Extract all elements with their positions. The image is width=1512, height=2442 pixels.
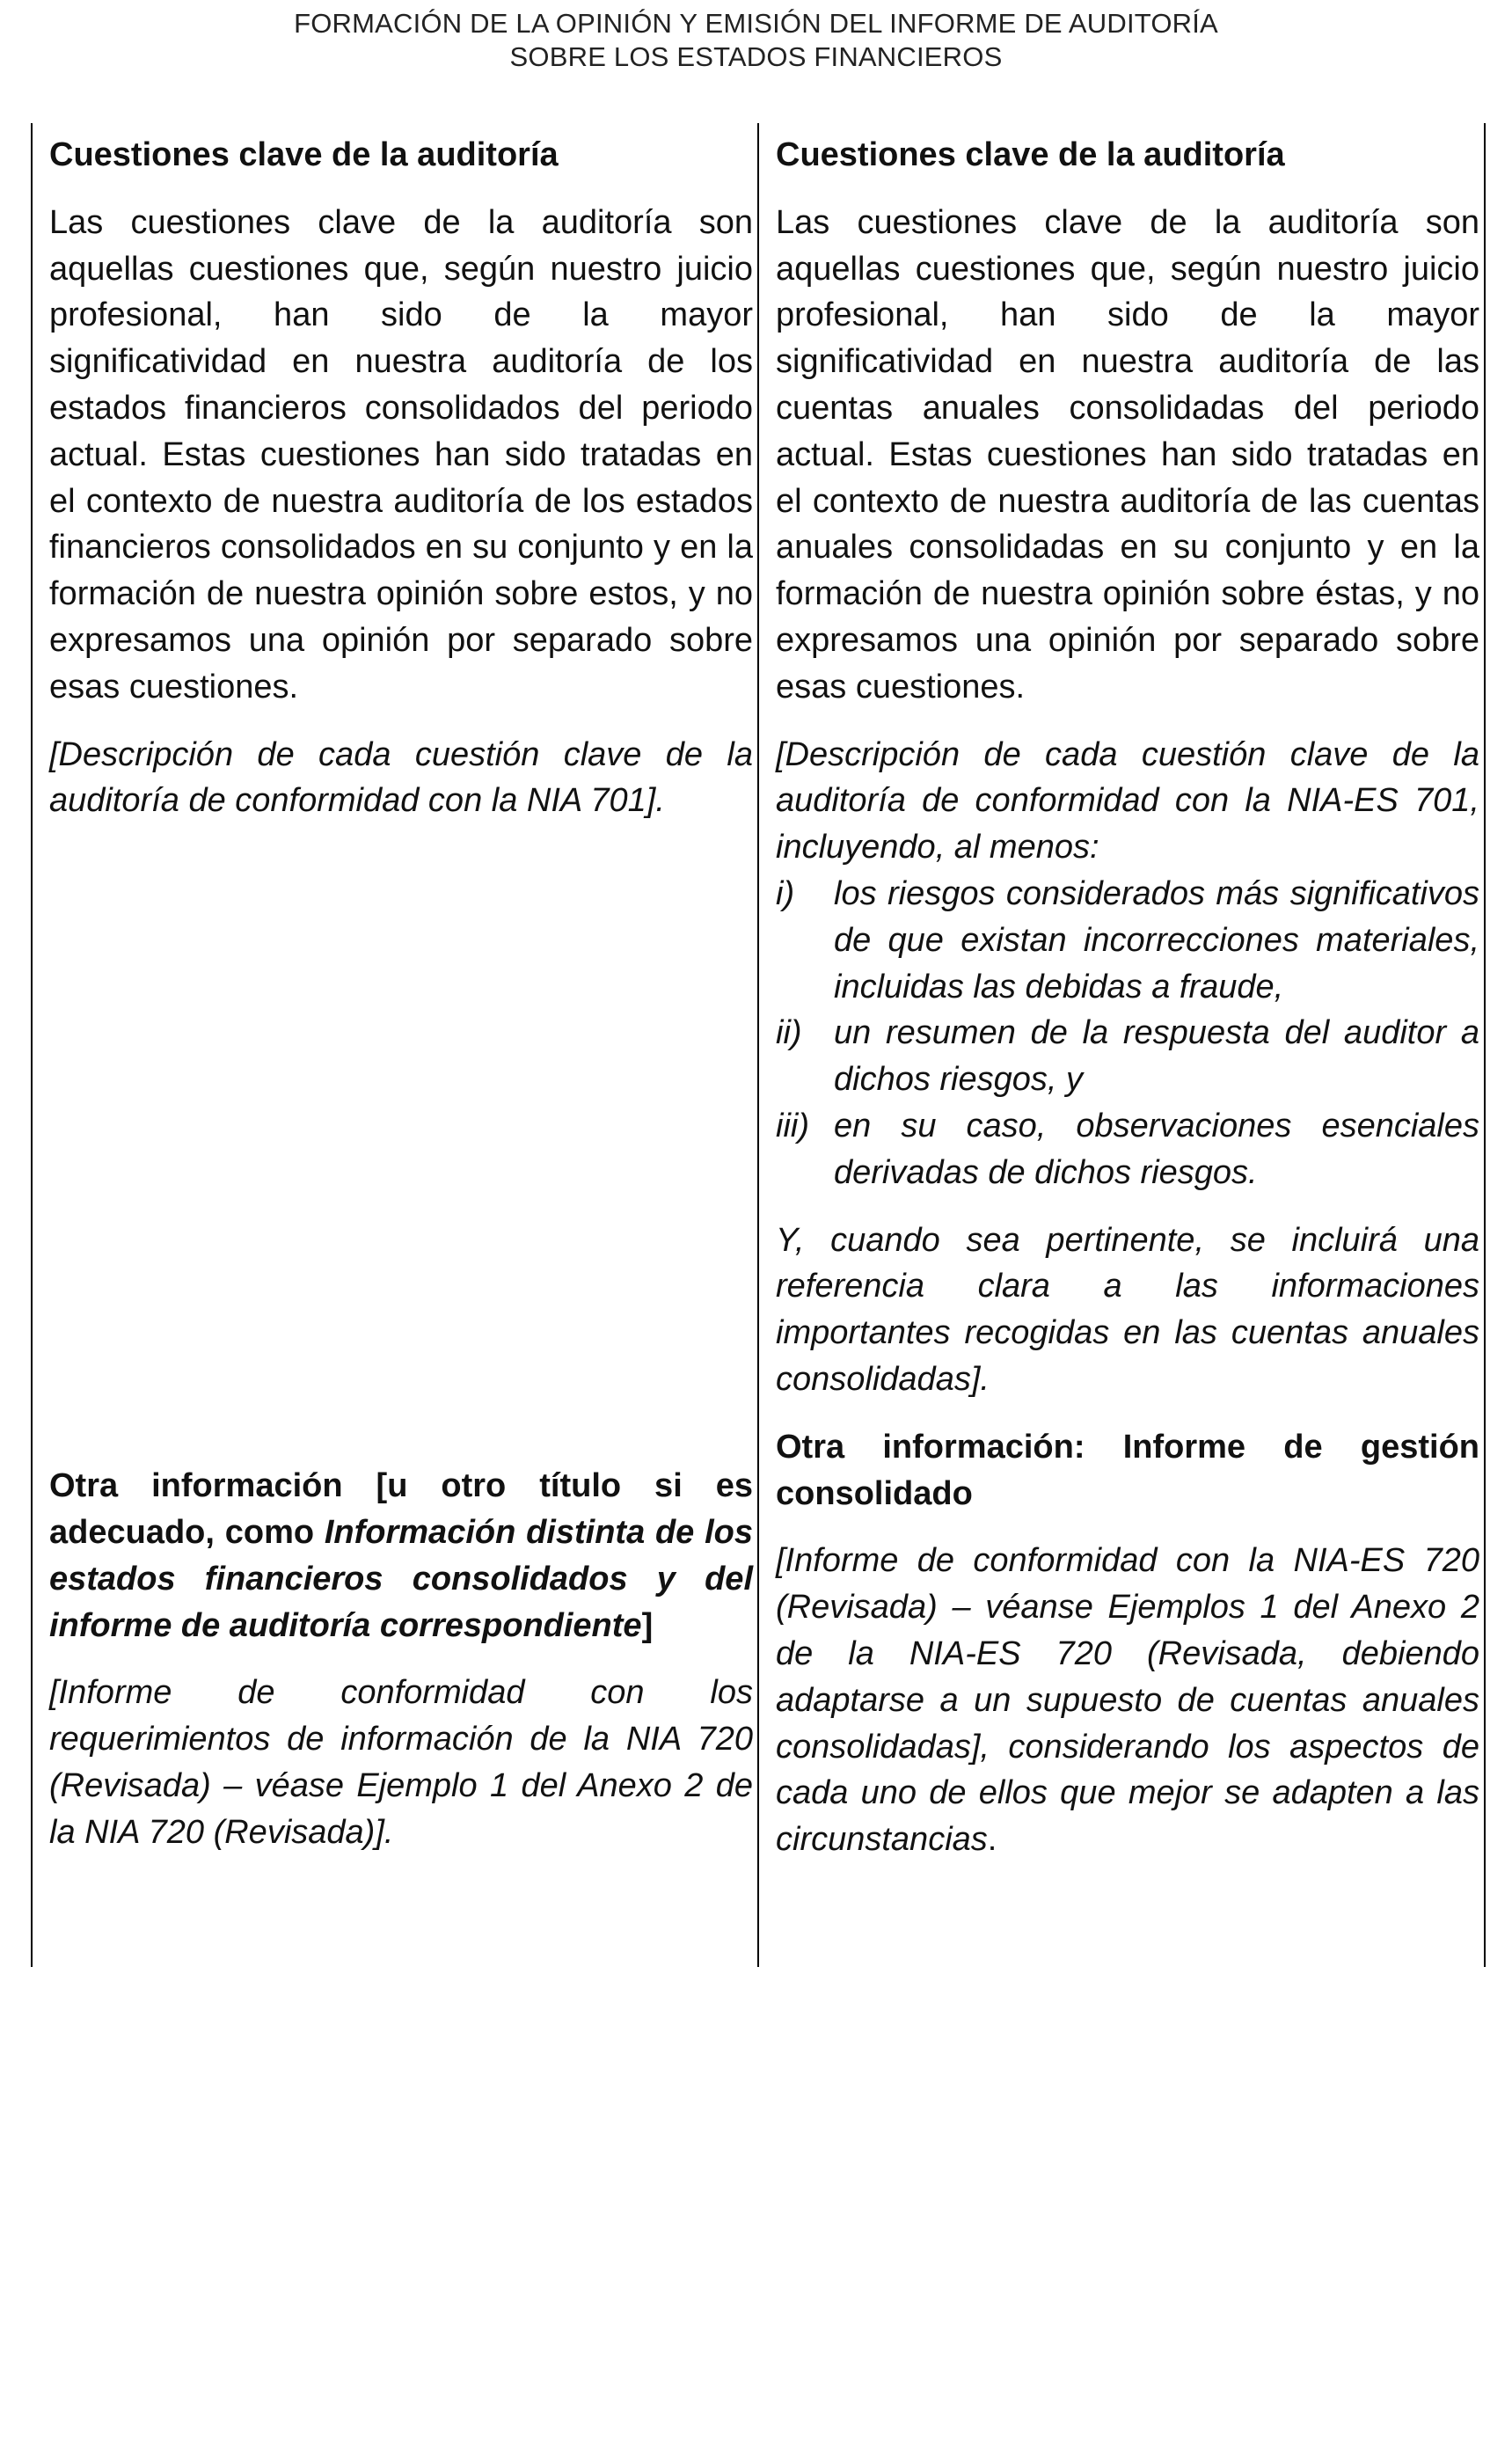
list-marker: i) (776, 874, 795, 912)
left-other-heading-part-c: ] (641, 1606, 654, 1644)
right-other-body-end: . (987, 1821, 997, 1859)
left-kam-body: Las cuestiones clave de la auditoría son aquellas cuestiones que, según nuestro juicio profesional, han sido de la mayor significatividad en nuestra auditoría de los estados financieros consolidados del periodo actual. Estas cuestiones han sido tratadas en el contexto de nuestra auditoría de los estados financieros consolidados en su conjunto y en la formación de nuestra opinión sobre estos, y no expresamos una opinión por separado sobre esas cuestiones. (49, 203, 753, 706)
right-other-info-heading: Otra información: Informe de gestión consolidado (776, 1428, 1479, 1512)
left-column (49, 132, 753, 1856)
right-kam-note: Y, cuando sea pertinente, se incluirá una referencia clara a las informaciones importantes recogidas en las cuentas anuales consolidadas]. (776, 1221, 1479, 1398)
left-other-heading-part-a: Otra información [u otro título si es adecuado, como (49, 1467, 753, 1551)
left-other-info-body: [Informe de conformidad con los requerimientos de información de la NIA 720 (Revisada) – véase Ejemplo 1 del Anexo 2 de la NIA 720 (Revisada)]. (49, 1674, 753, 1851)
right-kam-heading: Cuestiones clave de la auditoría (776, 136, 1285, 173)
list-item (776, 871, 1479, 1010)
list-marker: iii) (776, 1107, 809, 1144)
list-item-text: en su caso, observaciones esenciales derivadas de dichos riesgos. (834, 1107, 1479, 1191)
header-line-1: FORMACIÓN DE LA OPINIÓN Y EMISIÓN DEL INFORME DE AUDITORÍA (294, 8, 1218, 39)
left-kam-description: [Descripción de cada cuestión clave de la auditoría de conformidad con la NIA 701]. (49, 735, 753, 820)
right-kam-body: Las cuestiones clave de la auditoría son aquellas cuestiones que, según nuestro juicio profesional, han sido de la mayor significatividad en nuestra auditoría de las cuentas anuales consolidadas del periodo actual. Estas cuestiones han sido tratadas en el contexto de nuestra auditoría de las cuentas anuales consolidadas en su conjunto y en la formación de nuestra opinión sobre éstas, y no expresamos una opinión por separado sobre esas cuestiones. (776, 203, 1479, 706)
list-item-text: un resumen de la respuesta del auditor a dichos riesgos, y (834, 1014, 1479, 1099)
right-column (776, 132, 1479, 1863)
table-border-left (31, 123, 33, 1967)
right-other-body-italic: [Informe de conformidad con la NIA-ES 720 (Revisada) – véanse Ejemplos 1 del Anexo 2 de la NIA-ES 720 (Revisada, debiendo adaptarse a un supuesto de cuentas anuales consolidadas], considerando los aspectos de cada uno de ellos que mejor se adapten a las circunstancias (776, 1542, 1479, 1859)
left-other-info-heading (49, 1463, 753, 1649)
list-item (776, 1103, 1479, 1196)
list-marker: ii) (776, 1014, 802, 1052)
right-kam-list (776, 871, 1479, 1196)
list-item (776, 1010, 1479, 1103)
left-other-heading-part-b: Información distinta de los estados financieros consolidados y del informe de auditoría correspondiente (49, 1513, 753, 1644)
table-border-right (1484, 123, 1486, 1967)
list-item-text: los riesgos considerados más significativos de que existan incorrecciones materiales, incluidas las debidas a fraude, (834, 874, 1479, 1005)
right-kam-description-intro: [Descripción de cada cuestión clave de la auditoría de conformidad con la NIA-ES 701, incluyendo, al menos: (776, 735, 1479, 866)
right-other-info-body (776, 1538, 1479, 1863)
table-border-middle (757, 123, 759, 1967)
header-line-2: SOBRE LOS ESTADOS FINANCIEROS (509, 41, 1003, 72)
left-kam-heading: Cuestiones clave de la auditoría (49, 136, 559, 173)
page-header (0, 7, 1512, 74)
